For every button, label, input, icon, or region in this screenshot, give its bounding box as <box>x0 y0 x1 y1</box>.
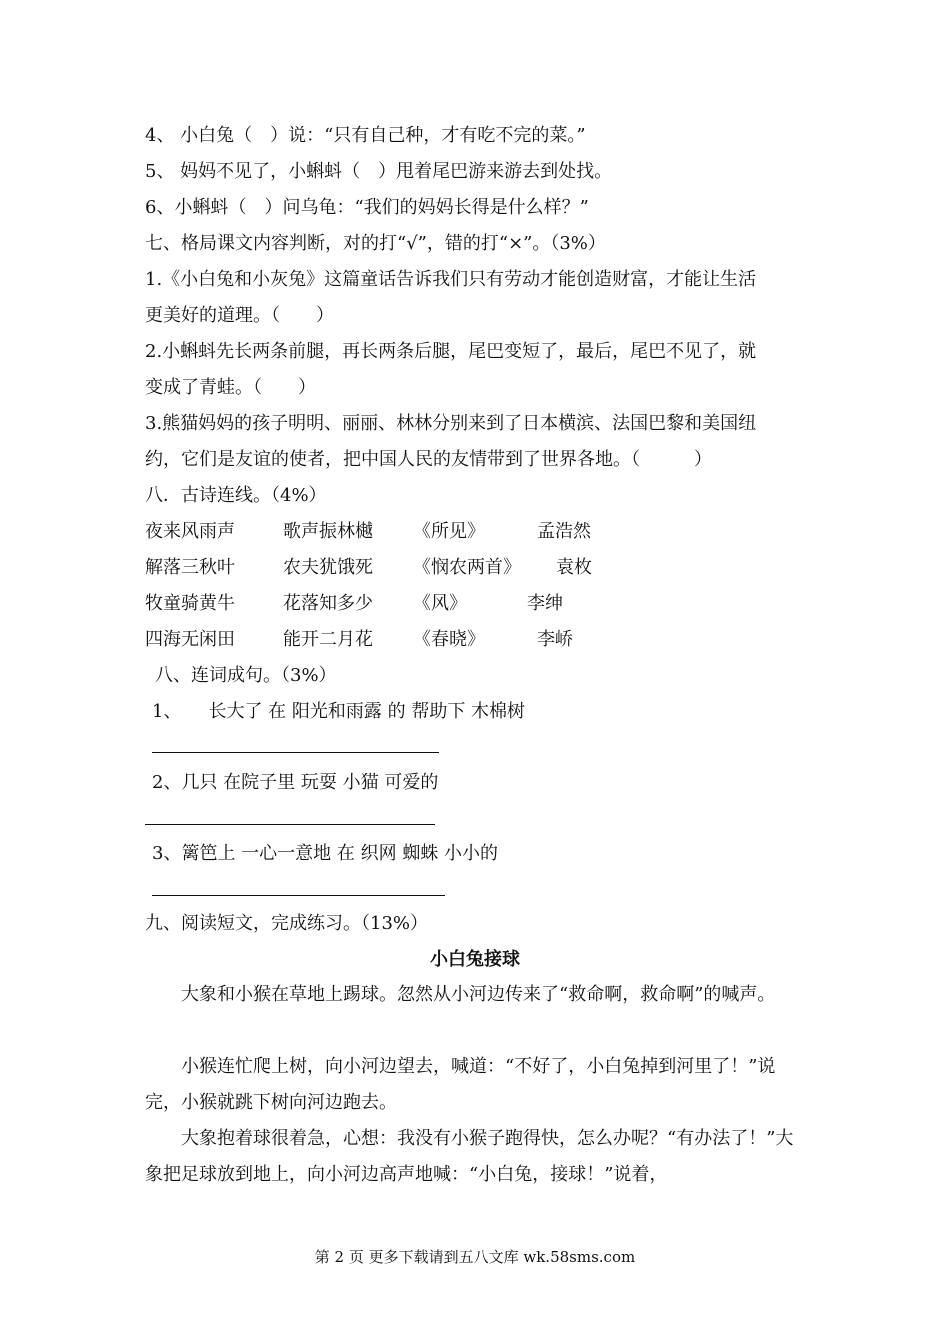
s7-q3-line1: 3.熊猫妈妈的孩子明明、丽丽、林林分别来到了日本横滨、法国巴黎和美国纽 <box>145 413 757 434</box>
sentence-q2: 2、几只 在院子里 玩耍 小猫 可爱的 <box>152 772 439 793</box>
poem-line: 能开二月花 <box>283 629 373 650</box>
poem-title: 《春晓》 <box>413 629 485 650</box>
sentence-q3: 3、篱笆上 一心一意地 在 织网 蜘蛛 小小的 <box>152 843 499 864</box>
section-7-heading: 七、格局课文内容判断，对的打“√”，错的打“×”。（3%） <box>145 233 606 254</box>
answer-line-3[interactable] <box>152 895 445 896</box>
story-paragraph-2: 小猴连忙爬上树，向小河边望去，喊道：“不好了，小白兔掉到河里了！”说完，小猴就跳下树向河边跑去。 <box>145 1056 776 1113</box>
sentence-q1: 1、 长大了 在 阳光和雨露 的 帮助下 木棉树 <box>152 701 526 722</box>
answer-line-1[interactable] <box>152 752 439 753</box>
poem-title: 《悯农两首》 <box>413 557 521 578</box>
poem-line: 花落知多少 <box>283 593 373 614</box>
page-footer: 第 2 页 更多下载请到五八文库 wk.58sms.com <box>314 1248 636 1266</box>
poem-author: 孟浩然 <box>537 521 591 542</box>
poem-line: 四海无闲田 <box>145 629 235 650</box>
question-4: 4、 小白兔（ ）说：“只有自己种，才有吃不完的菜。” <box>145 125 586 146</box>
poem-title: 《风》 <box>413 593 467 614</box>
question-5: 5、 妈妈不见了，小蝌蚪（ ）甩着尾巴游来游去到处找。 <box>145 161 613 182</box>
s7-q1-line2: 更美好的道理。（ ） <box>145 305 334 326</box>
poem-author: 袁枚 <box>556 557 592 578</box>
answer-line-2[interactable] <box>145 824 435 825</box>
section-9-heading: 九、阅读短文，完成练习。（13%） <box>145 913 429 934</box>
s7-q1-line1: 1.《小白兔和小灰兔》这篇童话告诉我们只有劳动才能创造财富，才能让生活 <box>145 269 757 290</box>
question-6: 6、小蝌蚪（ ）问乌龟：“我们的妈妈长得是什么样？” <box>145 197 589 218</box>
poem-title: 《所见》 <box>413 521 485 542</box>
story-paragraph-3: 大象抱着球很着急，心想：我没有小猴子跑得快，怎么办呢？“有办法了！”大象把足球放到地上，向小河边高声地喊：“小白兔，接球！”说着， <box>145 1128 794 1185</box>
section-8b-heading: 八、连词成句。（3%） <box>155 665 337 686</box>
poem-author: 李峤 <box>537 629 573 650</box>
poem-line: 农夫犹饿死 <box>283 557 373 578</box>
s7-q2-line1: 2.小蝌蚪先长两条前腿，再长两条后腿，尾巴变短了，最后，尾巴不见了，就 <box>145 341 757 362</box>
story-title: 小白兔接球 <box>430 949 520 970</box>
s7-q3-line2: 约，它们是友谊的使者，把中国人民的友情带到了世界各地。（ ） <box>145 449 712 470</box>
poem-line: 夜来风雨声 <box>145 521 235 542</box>
poem-line: 牧童骑黄牛 <box>145 593 235 614</box>
poem-author: 李绅 <box>527 593 563 614</box>
s7-q2-line2: 变成了青蛙。（ ） <box>145 377 316 398</box>
story-paragraph-1: 大象和小猴在草地上踢球。忽然从小河边传来了“救命啊，救命啊”的喊声。 <box>181 984 776 1005</box>
poem-line: 解落三秋叶 <box>145 557 235 578</box>
section-8-heading: 八．古诗连线。（4%） <box>145 485 327 506</box>
poem-line: 歌声振林樾 <box>283 521 373 542</box>
